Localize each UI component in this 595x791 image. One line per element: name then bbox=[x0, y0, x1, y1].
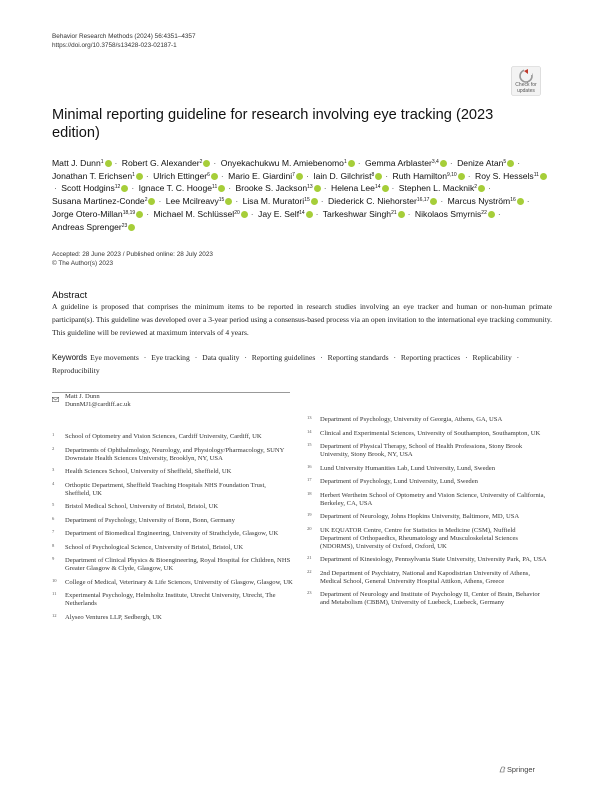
affiliation-ref[interactable]: 15 bbox=[304, 197, 310, 204]
author-name-text: Ignace T. C. Hooge bbox=[138, 183, 213, 194]
author-separator: · bbox=[391, 183, 395, 194]
keyword-separator: · bbox=[194, 353, 198, 362]
affiliation-text: Department of Psychology, Lund University, Lund, Sweden bbox=[320, 478, 478, 485]
author-separator: · bbox=[213, 158, 217, 168]
affiliation-number: 23 bbox=[307, 590, 312, 595]
orcid-icon[interactable] bbox=[218, 185, 225, 192]
author-name bbox=[153, 209, 248, 219]
author-name-text: Onyekachukwu M. Amiebenomo bbox=[220, 158, 344, 168]
orcid-icon[interactable] bbox=[296, 173, 303, 180]
keyword: Reproducibility bbox=[52, 366, 100, 375]
affiliation-text: Alyseo Ventures LLP, Sedbergh, UK bbox=[65, 613, 162, 621]
orcid-icon[interactable] bbox=[211, 173, 218, 180]
publisher-logo: Springer bbox=[507, 765, 535, 774]
affiliation-text: Bristol Medical School, University of Bristol, Bristol, UK bbox=[65, 503, 219, 510]
author-name-text: Ulrich Ettinger bbox=[153, 170, 208, 181]
affiliation-text: School of Psychological Science, University of Bristol, Bristol, UK bbox=[65, 543, 244, 551]
author-list bbox=[52, 157, 552, 233]
affiliation-ref[interactable]: 13 bbox=[307, 184, 313, 191]
affiliation-text: Department of Psychology, University of Georgia, Athens, GA, USA bbox=[320, 416, 503, 423]
author-name bbox=[399, 183, 486, 193]
author-name-text: Marcus Nyström bbox=[447, 196, 511, 207]
author-name-text: Stephen L. Macknik bbox=[398, 183, 475, 194]
author-name bbox=[365, 158, 448, 168]
author-name bbox=[52, 209, 144, 219]
affiliation-text: Departments of Ophthalmology, Neurology, and Physiology/Pharmacology, SUNY Downstate Health Sciences University, Brooklyn, NY, USA bbox=[65, 446, 285, 462]
keyword: Eye movements bbox=[90, 353, 139, 362]
author-name-text: Iain D. Gilchrist bbox=[313, 170, 372, 181]
affiliation-text: School of Optometry and Vision Sciences, Cardiff University, Cardiff, UK bbox=[65, 433, 262, 440]
affiliation-ref[interactable]: 8 bbox=[371, 171, 375, 178]
corresponding-email[interactable]: DunnMJ1@cardiff.ac.uk bbox=[65, 401, 131, 409]
affiliation-ref[interactable]: 1 bbox=[100, 159, 104, 165]
affiliation-text: Department of Physical Therapy, School of Health Professions, Stony Brook University, Stony Brook, NY, USA bbox=[320, 443, 523, 459]
affiliation-ref[interactable]: 2 bbox=[199, 159, 203, 165]
author-separator: · bbox=[467, 170, 471, 181]
author-name bbox=[52, 171, 144, 181]
abstract-text: A guideline is proposed that comprises the minimum items to be reported in research studies involving an eye tracker and human or non-human primate participant(s). This guideline was developed over a 3-year period using a consensus-based process via an open invitation to the international eye tracking community. This guideline will be reviewed at maximum intervals of 4 years. bbox=[52, 302, 552, 337]
author-name-text: Ruth Hamilton bbox=[392, 170, 447, 181]
author-name-text: Diederick C. Niehorster bbox=[328, 196, 417, 207]
author-name bbox=[323, 209, 406, 219]
author-name bbox=[258, 209, 314, 219]
author-name bbox=[221, 158, 356, 168]
author-separator: · bbox=[517, 158, 521, 168]
author-name bbox=[393, 171, 466, 181]
affiliation-ref[interactable]: 14 bbox=[374, 184, 381, 191]
author-separator: · bbox=[305, 170, 309, 181]
author-separator: · bbox=[235, 196, 239, 207]
keyword: Eye tracking bbox=[151, 353, 190, 362]
affiliation-text: Clinical and Experimental Sciences, University of Southampton, Southampton, UK bbox=[320, 429, 541, 437]
orcid-icon[interactable] bbox=[121, 185, 128, 192]
keyword: Reporting practices bbox=[400, 353, 461, 362]
keywords bbox=[52, 351, 552, 377]
author-name bbox=[243, 196, 319, 206]
orcid-icon[interactable] bbox=[105, 160, 112, 167]
author-separator: · bbox=[385, 170, 389, 181]
author-name bbox=[52, 158, 113, 168]
author-separator: · bbox=[158, 196, 162, 207]
author-separator: · bbox=[114, 158, 118, 168]
affiliation-text: Experimental Psychology, Helmholtz Institute, Utrecht University, Utrecht, The Netherlands bbox=[65, 592, 276, 608]
author-name-text: Michael M. Schlüssel bbox=[153, 208, 235, 219]
affiliation-number: 20 bbox=[307, 525, 312, 531]
orcid-icon[interactable] bbox=[458, 173, 465, 180]
affiliation-number: 1 bbox=[52, 432, 55, 437]
keyword-separator: · bbox=[244, 353, 247, 362]
author-name bbox=[448, 196, 525, 206]
orcid-icon[interactable] bbox=[314, 185, 321, 192]
author-separator: · bbox=[131, 183, 135, 194]
author-separator: · bbox=[220, 170, 224, 181]
affiliation-text: Department of Clinical Physics & Bioengineering, Royal Hospital for Children, NHS Greater Glasgow & Clyde, Glasgow, UK bbox=[65, 557, 291, 573]
author-name bbox=[166, 196, 234, 206]
journal-citation: Behavior Research Methods (2024) 56:4351–4357 bbox=[52, 33, 196, 40]
keyword: Replicability bbox=[472, 353, 512, 362]
author-name-text: Jonathan T. Erichsen bbox=[52, 170, 133, 181]
author-name bbox=[415, 209, 496, 219]
orcid-icon[interactable] bbox=[148, 198, 155, 205]
accepted-published-dates: Accepted: 28 June 2023 / Published online: 28 July 2023 bbox=[52, 251, 213, 258]
author-name-text: Nikolaos Smyrnis bbox=[414, 208, 482, 219]
affiliation-text: Orthoptic Department, Sheffield Teaching Hospitals NHS Foundation Trust, Sheffield, UK bbox=[65, 481, 266, 497]
author-name bbox=[228, 171, 304, 181]
orcid-icon[interactable] bbox=[488, 211, 495, 218]
affiliation-ref[interactable]: 6 bbox=[207, 171, 210, 178]
affiliation-ref[interactable]: 9,10 bbox=[446, 171, 457, 178]
abstract-heading: Abstract bbox=[52, 290, 88, 301]
author-name bbox=[139, 183, 227, 193]
author-name bbox=[457, 158, 515, 168]
orcid-icon[interactable] bbox=[306, 211, 313, 218]
keyword: Reporting standards bbox=[327, 353, 389, 362]
keyword: Data quality bbox=[202, 353, 240, 362]
affiliation-number: 11 bbox=[52, 591, 57, 596]
author-name-text: Mario E. Giardini bbox=[228, 170, 293, 181]
affiliation-text: Department of Kinesiology, Pennsylvania State University, University Park, PA, USA bbox=[320, 556, 547, 563]
affiliation-ref[interactable]: 16,17 bbox=[416, 197, 430, 204]
author-separator: · bbox=[146, 208, 150, 219]
author-separator: · bbox=[440, 196, 444, 207]
affiliation-number: 15 bbox=[307, 442, 312, 447]
affiliation-ref[interactable]: 12 bbox=[114, 184, 121, 191]
orcid-icon[interactable] bbox=[430, 198, 437, 205]
affiliation-number: 4 bbox=[52, 480, 55, 486]
author-name-text: Gemma Arblaster bbox=[364, 158, 432, 168]
author-separator: · bbox=[357, 158, 361, 168]
journal-header bbox=[52, 33, 196, 50]
affiliation-number: 10 bbox=[52, 577, 57, 583]
author-separator: · bbox=[323, 183, 327, 194]
affiliation-text: UK EQUATOR Centre, Centre for Statistics in Medicine (CSM), Nuffield Department of Orthopaedics, Rheumatology and Musculoskeletal Sciences (NDORMS), University of Oxford, Oxford, UK bbox=[320, 526, 518, 550]
affiliation-ref[interactable]: 18,19 bbox=[122, 209, 136, 216]
keyword-separator: · bbox=[320, 353, 323, 362]
affiliation-text: College of Medical, Veterinary & Life Sciences, University of Glasgow, Glasgow, UK bbox=[65, 578, 293, 586]
affiliation-text: Herbert Wertheim School of Optometry and Vision Science, University of California, Berkeley, CA, USA bbox=[320, 491, 546, 507]
author-separator: · bbox=[407, 208, 411, 219]
paper-title: Minimal reporting guideline for research involving eye tracking (2023 edition) bbox=[52, 107, 494, 141]
affiliation-number: 14 bbox=[307, 428, 312, 434]
affiliation-text: Lund University Humanities Lab, Lund University, Lund, Sweden bbox=[320, 464, 496, 472]
orcid-icon[interactable] bbox=[225, 198, 232, 205]
affiliation-ref[interactable]: 11 bbox=[212, 184, 218, 191]
affiliation-number: 18 bbox=[307, 490, 312, 496]
orcid-icon[interactable] bbox=[398, 211, 405, 218]
affiliation-ref[interactable]: 23 bbox=[121, 222, 128, 229]
affiliation-ref[interactable]: 5 bbox=[503, 159, 507, 165]
orcid-icon[interactable] bbox=[348, 160, 355, 167]
check-for-updates-label[interactable]: Check for updates bbox=[515, 82, 537, 94]
affiliations-right bbox=[307, 416, 552, 776]
affiliation-number: 17 bbox=[307, 477, 312, 482]
envelope-icon bbox=[52, 397, 59, 402]
affiliation-ref[interactable]: 22 bbox=[481, 209, 487, 216]
keywords-label: Keywords bbox=[52, 353, 88, 362]
keyword-separator: · bbox=[143, 353, 147, 362]
orcid-icon[interactable] bbox=[128, 224, 135, 231]
author-separator: · bbox=[526, 196, 530, 207]
author-name bbox=[475, 171, 548, 181]
affiliation-ref[interactable]: 2 bbox=[474, 184, 478, 191]
affiliation-ref[interactable]: 15 bbox=[218, 197, 225, 204]
orcid-icon[interactable] bbox=[311, 198, 318, 205]
author-name-text: Lee Mcilreavy bbox=[165, 196, 219, 207]
author-name bbox=[313, 171, 383, 181]
affiliation-ref[interactable]: 3,4 bbox=[431, 159, 439, 165]
author-separator: · bbox=[320, 196, 324, 207]
affiliation-number: 12 bbox=[52, 612, 57, 618]
affiliation-number: 7 bbox=[52, 529, 55, 534]
publication-dates bbox=[52, 251, 213, 269]
affiliation-ref[interactable]: 7 bbox=[292, 171, 295, 178]
affiliation-ref[interactable]: 20 bbox=[234, 209, 240, 216]
orcid-icon[interactable] bbox=[507, 160, 514, 167]
affiliation-number: 6 bbox=[52, 515, 55, 521]
author-name bbox=[52, 196, 156, 206]
author-name-text: Helena Lee bbox=[330, 183, 375, 194]
author-separator: · bbox=[315, 208, 319, 219]
orcid-icon[interactable] bbox=[540, 173, 547, 180]
author-separator: · bbox=[449, 158, 453, 168]
orcid-icon[interactable] bbox=[203, 160, 210, 167]
affiliation-ref[interactable]: 2 bbox=[144, 197, 148, 204]
affiliation-number: 16 bbox=[307, 463, 312, 469]
orcid-icon[interactable] bbox=[136, 211, 143, 218]
orcid-icon[interactable] bbox=[375, 173, 382, 180]
author-name-text: Andreas Sprenger bbox=[52, 221, 122, 232]
corresponding-author: Matt J. Dunn bbox=[65, 393, 100, 400]
affiliation-number: 22 bbox=[307, 568, 312, 574]
orcid-icon[interactable] bbox=[517, 198, 524, 205]
affiliations-left bbox=[52, 433, 297, 763]
affiliation-number: 21 bbox=[307, 555, 312, 560]
affiliation-ref[interactable]: 1 bbox=[343, 159, 347, 165]
affiliation-text: Department of Biomedical Engineering, University of Strathclyde, Glasgow, UK bbox=[65, 530, 279, 537]
affiliation-ref[interactable]: 16 bbox=[510, 197, 516, 204]
orcid-icon[interactable] bbox=[478, 185, 485, 192]
author-name-text: Robert G. Alexander bbox=[121, 158, 200, 168]
keyword-separator: · bbox=[393, 353, 397, 362]
author-name-text: Jay E. Self bbox=[258, 208, 300, 219]
affiliation-ref[interactable]: 14 bbox=[299, 209, 305, 216]
author-name bbox=[153, 171, 219, 181]
author-name bbox=[61, 183, 129, 193]
orcid-icon[interactable] bbox=[241, 211, 248, 218]
author-name bbox=[52, 222, 136, 232]
keyword: Reporting guidelines bbox=[251, 353, 316, 362]
keyword-list bbox=[52, 353, 522, 375]
correspondence bbox=[65, 393, 131, 409]
affiliation-number: 8 bbox=[52, 542, 55, 548]
author-name-text: Lisa M. Muratori bbox=[242, 196, 305, 207]
affiliation-number: 19 bbox=[307, 512, 312, 517]
affiliation-ref[interactable]: 21 bbox=[391, 209, 397, 216]
author-name-text: Susana Martinez-Conde bbox=[52, 196, 145, 207]
author-name-text: Brooke S. Jackson bbox=[235, 183, 308, 194]
author-separator: · bbox=[145, 170, 149, 181]
author-separator: · bbox=[228, 183, 232, 194]
affiliation-text: Health Sciences School, University of Sheffield, Sheffield, UK bbox=[65, 468, 232, 475]
author-name bbox=[236, 183, 322, 193]
author-name-text: Jorge Otero-Millan bbox=[52, 208, 123, 219]
affiliation-ref[interactable]: 11 bbox=[533, 171, 539, 178]
author-name-text: Scott Hodgins bbox=[61, 183, 115, 194]
affiliation-text: Department of Psychology, University of Bonn, Bonn, Germany bbox=[65, 516, 235, 524]
springer-horse-icon bbox=[499, 766, 506, 773]
author-separator: · bbox=[54, 183, 57, 194]
keyword-separator: · bbox=[465, 353, 468, 362]
author-separator: · bbox=[250, 208, 254, 219]
affiliation-number: 3 bbox=[52, 467, 55, 472]
author-name bbox=[122, 158, 212, 168]
copyright-notice: © The Author(s) 2023 bbox=[52, 259, 114, 267]
doi-link[interactable]: https://doi.org/10.3758/s13428-023-02187-1 bbox=[52, 41, 177, 49]
affiliation-text: Department of Neurology and Institute of Psychology II, Center of Brain, Behavior and Metabolism (CBBM), University of Luebeck, Luebeck, Germany bbox=[320, 591, 540, 607]
affiliation-number: 9 bbox=[52, 556, 55, 561]
author-name-text: Tarkeshwar Singh bbox=[322, 208, 392, 219]
author-separator: · bbox=[488, 183, 491, 194]
author-name-text: Matt J. Dunn bbox=[52, 158, 101, 168]
orcid-icon[interactable] bbox=[136, 173, 143, 180]
author-name-text: Denize Atan bbox=[457, 158, 504, 168]
author-name bbox=[328, 196, 438, 206]
affiliation-text: Department of Neurology, Johns Hopkins University, Baltimore, MD, USA bbox=[320, 513, 520, 520]
author-name-text: Roy S. Hessels bbox=[474, 170, 534, 181]
keyword-separator: · bbox=[516, 353, 520, 362]
affiliation-number: 5 bbox=[52, 502, 55, 507]
affiliation-number: 13 bbox=[307, 415, 312, 420]
author-name bbox=[331, 183, 390, 193]
orcid-icon[interactable] bbox=[382, 185, 389, 192]
affiliation-text: 2nd Department of Psychiatry, National and Kapodistrian University of Athens, Medical School, General University Hospital Attikon, Athens, Greece bbox=[320, 569, 530, 585]
author-separator: · bbox=[497, 208, 501, 219]
affiliation-number: 2 bbox=[52, 445, 55, 451]
affiliation-ref[interactable]: 1 bbox=[132, 171, 135, 178]
orcid-icon[interactable] bbox=[440, 160, 447, 167]
